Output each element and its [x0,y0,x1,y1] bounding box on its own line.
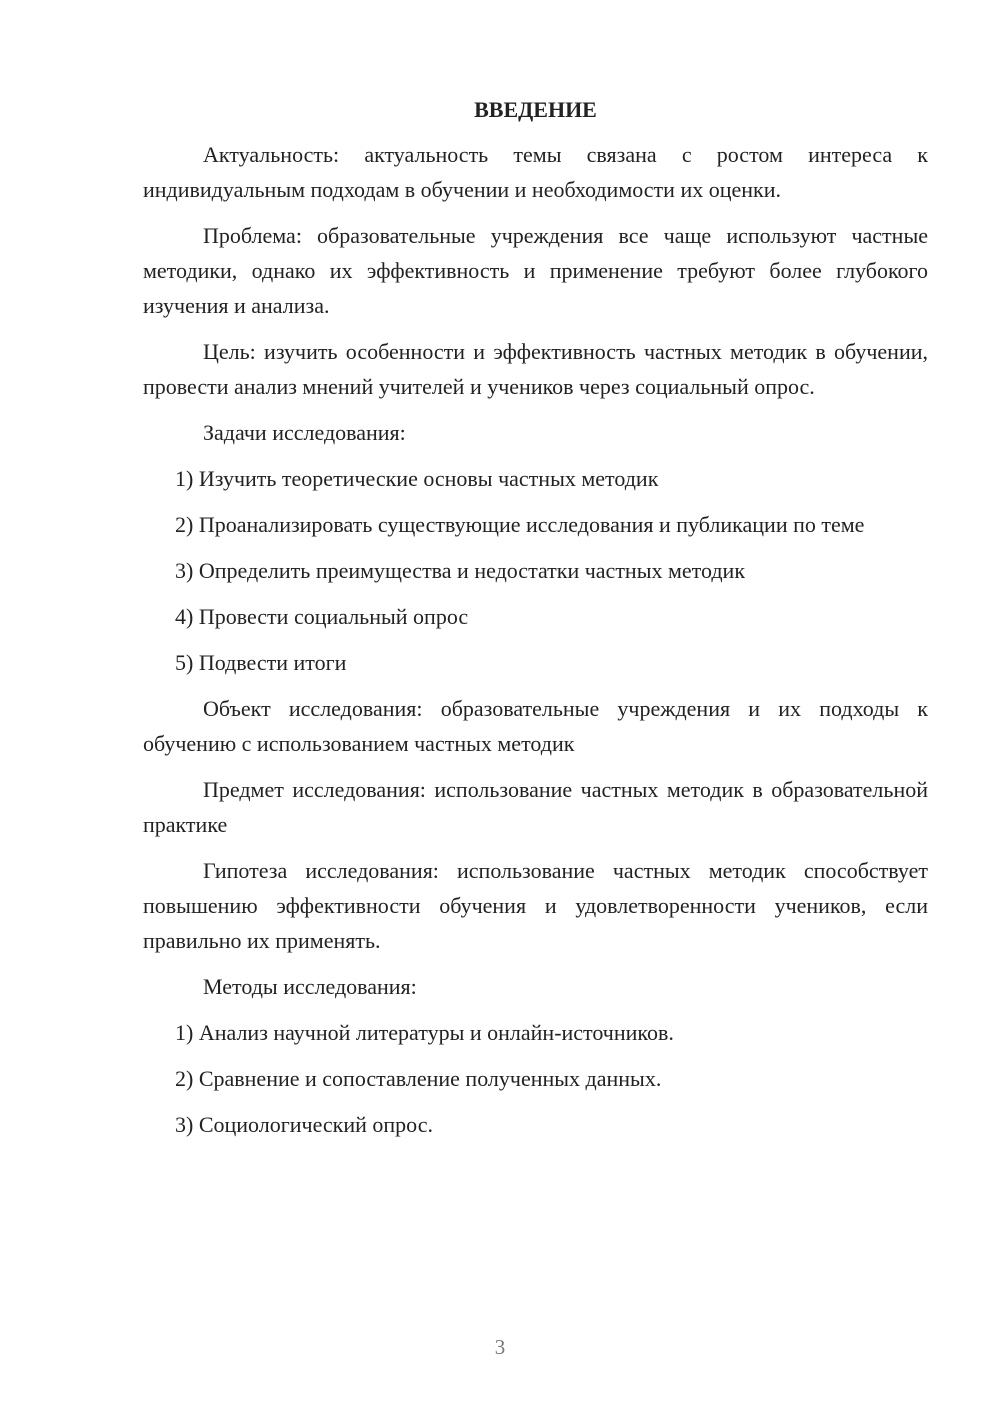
task-item-2: 2) Проанализировать существующие исследования и публикации по теме [175,512,865,537]
task-item-1: 1) Изучить теоретические основы частных методик [175,466,659,491]
paragraph-subject: Предмет исследования: использование частных методик в образовательной практике [143,777,928,837]
paragraph-relevance: Актуальность: актуальность темы связана с ростом интереса к индивидуальным подходам в обучении и необходимости их оценки. [143,142,928,202]
tasks-title: Задачи исследования: [203,420,406,445]
method-item-3: 3) Социологический опрос. [175,1112,433,1137]
page-number: 3 [494,1335,506,1359]
paragraph-object: Объект исследования: образовательные учреждения и их подходы к обучению с использованием частных методик [143,696,928,756]
method-item-2: 2) Сравнение и сопоставление полученных данных. [175,1066,662,1091]
paragraph-goal: Цель: изучить особенности и эффективность частных методик в обучении, провести анализ мнений учителей и учеников через социальный опрос. [143,339,928,399]
paragraph-problem: Проблема: образовательные учреждения все чаще используют частные методики, однако их эффективность и применение требуют более глубокого изучения и анализа. [143,223,928,318]
section-heading: ВВЕДЕНИЕ [474,97,597,122]
task-item-4: 4) Провести социальный опрос [175,604,469,629]
method-item-1: 1) Анализ научной литературы и онлайн-источников. [175,1020,674,1045]
task-item-5: 5) Подвести итоги [175,650,347,675]
task-item-3: 3) Определить преимущества и недостатки частных методик [175,558,746,583]
methods-title: Методы исследования: [203,974,417,999]
page-content [143,92,928,1153]
paragraph-hypothesis: Гипотеза исследования: использование частных методик способствует повышению эффективности обучения и удовлетворенности учеников, если правильно их применять. [143,858,928,953]
